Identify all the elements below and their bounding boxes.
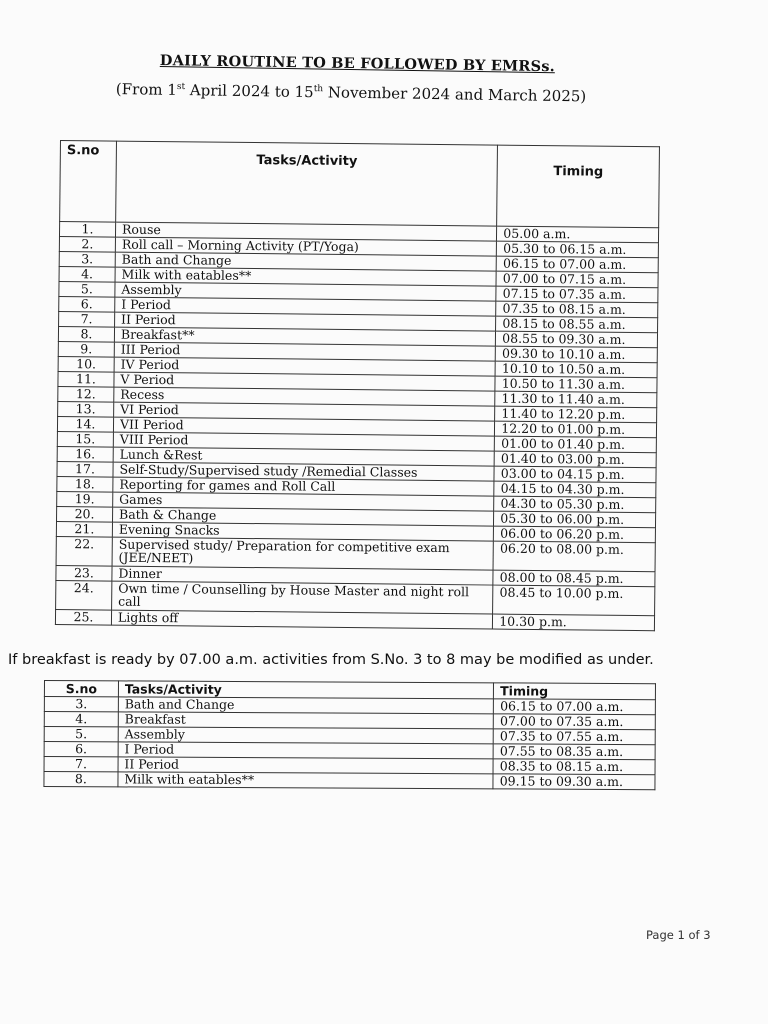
row-task: VI Period — [114, 402, 495, 421]
row-sno: 14. — [57, 416, 113, 432]
row-timing: 04.30 to 05.30 p.m. — [494, 496, 656, 513]
row-task: II Period — [115, 312, 496, 331]
row-task: Milk with eatables** — [115, 267, 496, 286]
row-timing: 08.35 to 08.15 a.m. — [493, 759, 655, 775]
row-sno: 4. — [44, 712, 118, 727]
row-task: Bath & Change — [112, 507, 493, 526]
header-sno: S.no — [44, 681, 118, 697]
row-task: IV Period — [114, 357, 495, 376]
row-sno: 3. — [44, 697, 118, 712]
row-timing: 01.40 to 03.00 p.m. — [494, 451, 656, 468]
row-timing: 08.15 to 08.55 a.m. — [496, 316, 658, 333]
row-task: Rouse — [115, 222, 496, 241]
row-timing: 07.35 to 07.55 a.m. — [493, 729, 655, 745]
row-task: Dinner — [112, 566, 493, 585]
modified-routine-body — [44, 697, 655, 790]
row-sno: 25. — [55, 609, 111, 625]
row-sno: 7. — [59, 311, 115, 327]
row-sno: 8. — [44, 772, 118, 787]
row-task: V Period — [114, 372, 495, 391]
row-sno: 22. — [56, 536, 112, 566]
row-timing: 06.15 to 07.00 a.m. — [494, 699, 656, 715]
row-sno: 1. — [59, 222, 115, 238]
row-task: Evening Snacks — [112, 522, 493, 541]
row-timing: 08.45 to 10.00 p.m. — [493, 585, 655, 616]
row-task: II Period — [118, 757, 493, 774]
row-timing: 07.00 to 07.35 a.m. — [493, 714, 655, 730]
table-row — [44, 772, 655, 790]
row-sno: 4. — [59, 266, 115, 282]
row-sno: 10. — [58, 356, 114, 372]
header-sno: S.no — [60, 141, 117, 223]
row-task: I Period — [115, 297, 496, 316]
row-sno: 13. — [58, 401, 114, 417]
row-sno: 16. — [57, 446, 113, 462]
row-timing: 10.30 p.m. — [493, 614, 655, 631]
row-timing: 10.50 to 11.30 a.m. — [495, 376, 657, 393]
row-sno: 6. — [44, 742, 118, 757]
row-sno: 23. — [56, 565, 112, 581]
row-task: Games — [113, 492, 494, 511]
row-sno: 3. — [59, 251, 115, 267]
row-task: Reporting for games and Roll Call — [113, 477, 494, 496]
row-sno: 5. — [59, 281, 115, 297]
subtitle-superscript: st — [176, 81, 186, 93]
row-task: VIII Period — [113, 432, 494, 451]
row-sno: 18. — [57, 476, 113, 492]
table-header-row — [60, 141, 660, 228]
row-task: Bath and Change — [118, 697, 493, 714]
page-subtitle — [116, 80, 587, 105]
row-timing: 05.30 to 06.15 a.m. — [497, 241, 659, 258]
subtitle-superscript: th — [313, 84, 324, 95]
row-timing: 10.10 to 10.50 a.m. — [495, 361, 657, 378]
page-number: Page 1 of 3 — [646, 928, 711, 942]
subtitle-part: April 2024 to 15 — [184, 81, 314, 102]
subtitle-part: (From 1 — [115, 80, 177, 99]
row-sno: 9. — [58, 341, 114, 357]
row-timing: 12.20 to 01.00 p.m. — [495, 421, 657, 438]
row-task: Lunch &Rest — [113, 447, 494, 466]
page-title: DAILY ROUTINE TO BE FOLLOWED BY EMRSs. — [159, 52, 556, 76]
row-task: Supervised study/ Preparation for competitive exam (JEE/NEET) — [112, 537, 494, 570]
row-sno: 11. — [58, 371, 114, 387]
row-timing: 08.55 to 09.30 a.m. — [496, 331, 658, 348]
row-task: VII Period — [113, 417, 494, 436]
row-task: Roll call – Morning Activity (PT/Yoga) — [115, 237, 496, 256]
row-task: Lights off — [111, 610, 492, 629]
row-task: Recess — [114, 387, 495, 406]
row-sno: 6. — [59, 296, 115, 312]
row-timing: 11.40 to 12.20 p.m. — [495, 406, 657, 423]
row-sno: 17. — [57, 461, 113, 477]
row-task: Bath and Change — [115, 252, 496, 271]
row-timing: 09.15 to 09.30 a.m. — [493, 774, 655, 790]
row-timing: 06.15 to 07.00 a.m. — [496, 256, 658, 273]
row-sno: 19. — [57, 491, 113, 507]
row-timing: 03.00 to 04.15 p.m. — [494, 466, 656, 483]
row-timing: 07.15 to 07.35 a.m. — [496, 286, 658, 303]
row-timing: 04.15 to 04.30 p.m. — [494, 481, 656, 498]
subtitle-part: November 2024 and March 2025) — [322, 83, 587, 106]
daily-routine-body — [55, 222, 658, 631]
row-sno: 5. — [44, 727, 118, 742]
row-task: Assembly — [118, 727, 493, 744]
row-task: Milk with eatables** — [118, 772, 493, 789]
daily-routine-table — [55, 140, 660, 631]
row-timing: 01.00 to 01.40 p.m. — [495, 436, 657, 453]
row-timing: 07.35 to 08.15 a.m. — [496, 301, 658, 318]
row-timing: 07.55 to 08.35 a.m. — [493, 744, 655, 760]
row-sno: 24. — [56, 580, 112, 610]
row-sno: 8. — [58, 326, 114, 342]
row-sno: 7. — [44, 757, 118, 772]
row-sno: 15. — [57, 431, 113, 447]
row-sno: 12. — [58, 386, 114, 402]
row-timing: 09.30 to 10.10 a.m. — [495, 346, 657, 363]
row-task: Own time / Counselling by House Master and night roll call — [112, 581, 494, 614]
row-timing: 05.30 to 06.00 p.m. — [494, 511, 656, 528]
row-sno: 2. — [59, 236, 115, 252]
header-timing: Timing — [497, 145, 660, 228]
row-task: Breakfast** — [114, 327, 495, 346]
row-timing: 07.00 to 07.15 a.m. — [496, 271, 658, 288]
row-timing: 08.00 to 08.45 p.m. — [493, 570, 655, 587]
row-timing: 05.00 a.m. — [497, 226, 659, 243]
row-task: Self-Study/Supervised study /Remedial Classes — [113, 462, 494, 481]
row-timing: 06.00 to 06.20 p.m. — [494, 526, 656, 543]
header-task: Tasks/Activity — [118, 681, 493, 699]
row-sno: 21. — [56, 521, 112, 537]
modified-routine-table — [43, 680, 656, 790]
row-sno: 20. — [57, 506, 113, 522]
row-task: III Period — [114, 342, 495, 361]
modification-note: If breakfast is ready by 07.00 a.m. activities from S.No. 3 to 8 may be modified as under. — [8, 652, 654, 668]
header-timing: Timing — [494, 683, 656, 700]
header-task: Tasks/Activity — [116, 141, 498, 226]
row-task: Breakfast — [118, 712, 493, 729]
row-timing: 11.30 to 11.40 a.m. — [495, 391, 657, 408]
row-task: Assembly — [115, 282, 496, 301]
row-task: I Period — [118, 742, 493, 759]
row-timing: 06.20 to 08.00 p.m. — [493, 541, 655, 572]
